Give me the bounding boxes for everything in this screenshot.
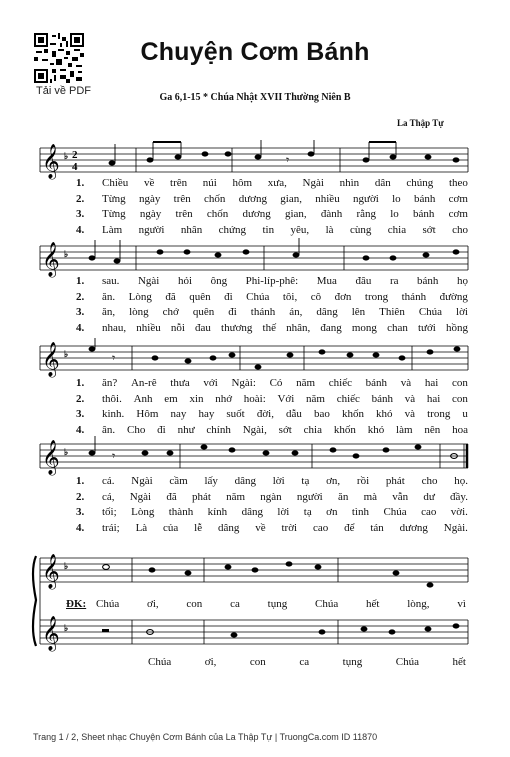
verse-line: 1. Chiều về trên núi hôm xưa, Ngài nhìn dân chúng theo: [76, 176, 468, 192]
lyric-word: dâng: [217, 521, 240, 534]
lyric-word: về: [255, 521, 266, 534]
svg-text:𝄾: 𝄾: [112, 351, 116, 365]
lyric-word: kinh.: [102, 408, 125, 420]
lyric-word: kính: [207, 506, 228, 518]
lyric-word: đau: [195, 321, 211, 334]
lyric-word: cô: [310, 290, 322, 303]
svg-text:𝄞: 𝄞: [42, 616, 60, 651]
lyric-word: ngày: [138, 192, 161, 205]
lyric-word: tin: [262, 223, 275, 236]
lyric-word: đang: [320, 321, 342, 334]
lyric-word: là: [325, 223, 334, 236]
lyric-word: Ngài: [137, 275, 160, 287]
lyric-word: hôm: [232, 177, 253, 189]
lyric-word: nhiều: [136, 321, 161, 334]
lyric-word: chia: [303, 423, 322, 436]
lyric-word: Từng: [102, 208, 126, 220]
lyric-word: nhân: [180, 223, 203, 236]
lyric-word: của: [163, 521, 179, 534]
staff-system-2: [0, 238, 510, 278]
lyric-word: án,: [289, 306, 303, 318]
lyric-word: hỏi: [177, 275, 192, 287]
lyric-word: tôi,: [282, 290, 298, 303]
lyric-word: lo: [390, 208, 399, 220]
lyric-word: chốn: [206, 208, 229, 220]
lyric-word: chan: [387, 321, 408, 334]
lyric-word: cùng: [349, 223, 372, 236]
lyric-word: trong: [427, 408, 451, 420]
lyric-word: nay: [170, 408, 187, 420]
lyric-word: đi: [157, 423, 166, 436]
lyric-word: đầy.: [450, 490, 468, 503]
lyric-word: trong: [364, 290, 389, 303]
lyric-word: Từng: [102, 192, 126, 205]
lyric-word: lời: [272, 475, 285, 487]
lyric-word: sau.: [102, 275, 120, 287]
lyric-word: con: [452, 392, 468, 405]
lyric-word: Ngài: [131, 475, 153, 487]
lyric-word: bánh: [371, 392, 394, 405]
svg-text:𝄞: 𝄞: [42, 242, 60, 277]
lyric-word: trời: [281, 521, 298, 534]
lyric-word: phát: [385, 475, 405, 487]
lyric-word: hồng: [445, 321, 468, 334]
lyric-word: và: [404, 392, 416, 405]
lyric-word: cơm: [448, 192, 468, 205]
verse-line: 4. nhau, nhiều nỗi đau thương thế nhân, đang mong chan tưới hồng: [76, 321, 468, 337]
refrain-lower-lyrics: Chúa ơi, con ca tụng Chúa hết: [148, 656, 466, 668]
lyric-word: đành: [320, 208, 343, 220]
lyric-word: ông: [210, 275, 228, 287]
lyric-word: dư: [423, 490, 435, 503]
verse-line: 2. thôi. Anh em xin nhớ hoài: Với năm chiếc bánh và hai con: [76, 392, 468, 408]
lyric-word: vời.: [450, 506, 468, 518]
lyric-word: bánh: [413, 192, 436, 205]
lyric-word: Mua: [316, 275, 337, 287]
verse-line: 2. Từng ngày trên chốn dương gian, nhiều người lo bánh cơm: [76, 192, 468, 208]
lyric-word: trái;: [102, 521, 120, 534]
lyric-word: Lòng: [128, 290, 152, 303]
svg-text:𝄞: 𝄞: [42, 342, 60, 377]
lyric-word: theo: [448, 177, 468, 189]
lyric-word: Chúa: [383, 506, 407, 518]
lyric-word: cao: [421, 506, 437, 518]
lyric-word: Anh: [133, 392, 153, 405]
lyric-word: thánh: [401, 290, 427, 303]
lyric-word: tạ: [303, 506, 312, 518]
svg-text:𝄞: 𝄞: [42, 440, 60, 475]
lyric-word: đã: [166, 490, 177, 503]
svg-text:♭: ♭: [64, 623, 69, 633]
lyric-word: nhớ: [215, 392, 233, 405]
lyric-word: tưới: [417, 321, 436, 334]
lyric-word: khó: [367, 423, 385, 436]
lyric-word: trên: [173, 192, 191, 205]
lyric-word: đời,: [256, 408, 274, 420]
lyric-word: khốn: [341, 408, 364, 420]
lyric-word: dâng: [234, 475, 257, 487]
lyric-word: dân: [374, 177, 391, 189]
lyric-word: năm: [296, 377, 316, 389]
lyric-word: gian,: [280, 192, 302, 205]
lyric-word: dương: [242, 208, 271, 220]
lyric-word: sớt: [278, 423, 292, 436]
lyric-word: đi: [224, 290, 233, 303]
lyric-word: cơm: [448, 208, 468, 220]
lyric-word: em: [164, 392, 178, 405]
verse-line: 1. sau. Ngài hỏi ông Phi-líp-phê: Mua đâu ra bánh họ: [76, 274, 468, 290]
lyric-word: rằng: [356, 208, 377, 220]
lyric-word: Chúa: [418, 306, 443, 318]
lyric-word: cao: [312, 521, 329, 534]
lyric-word: nỗi: [170, 321, 185, 334]
lyric-word: đường: [439, 290, 468, 303]
lyric-word: và: [400, 377, 412, 389]
lyric-word: Thiên: [379, 306, 405, 318]
lyric-word: ra: [389, 275, 399, 287]
verses-system-1: [76, 176, 468, 238]
verse-line: 3. tối; Lòng thành kính dâng lời tạ ơn tình Chúa cao vời.: [76, 505, 468, 521]
lyric-word: Làm: [102, 223, 123, 236]
lyric-word: ân.: [102, 423, 116, 436]
lyric-word: hay: [198, 408, 215, 420]
lyric-word: dâng: [316, 306, 338, 318]
lyric-word: Với: [277, 392, 295, 405]
svg-text:♭: ♭: [64, 561, 69, 571]
lyric-word: gian,: [284, 208, 307, 220]
svg-text:2: 2: [72, 149, 78, 161]
lyric-word: ngàn: [260, 490, 282, 503]
svg-text:4: 4: [72, 161, 78, 173]
lyric-word: ngày: [139, 208, 162, 220]
verse-line: 4. ân. Cho đi như chính Ngài, sớt chia khốn khó làm nên hoa: [76, 423, 468, 439]
lyric-word: chốn: [204, 192, 226, 205]
lyric-word: Ngài,: [242, 423, 267, 436]
lyric-word: dương: [238, 192, 267, 205]
verse-line: 1. cá. Ngài cầm lấy dâng lời tạ ơn, rồi phát cho họ.: [76, 474, 468, 490]
lyric-word: xưa,: [267, 177, 287, 189]
svg-text:♭: ♭: [64, 447, 69, 457]
lyric-word: cá,: [102, 490, 115, 503]
lyric-word: thương: [221, 321, 253, 334]
lyric-word: Lòng: [131, 506, 155, 518]
lyric-word: như: [177, 423, 195, 436]
lyric-word: Ngài:: [231, 377, 256, 389]
lyric-word: Ngài: [129, 490, 152, 503]
svg-text:𝄞: 𝄞: [42, 554, 60, 589]
lyric-word: ơn,: [326, 475, 341, 487]
verses-system-4: [76, 474, 468, 536]
lyric-word: ăn,: [102, 306, 116, 318]
lyric-word: họ.: [454, 475, 468, 487]
lyric-word: bánh: [413, 208, 435, 220]
svg-text:𝄞: 𝄞: [42, 144, 60, 179]
verse-line: 4. trái; Là của lễ dâng về trời cao để tán dương Ngài.: [76, 521, 468, 537]
lyric-word: phát: [191, 490, 211, 503]
lyric-word: Chiều: [102, 177, 129, 189]
lyric-word: cho: [452, 223, 468, 236]
lyric-word: ăn: [337, 490, 349, 503]
lyric-word: đâu: [355, 275, 372, 287]
lyric-word: chớ: [162, 306, 179, 318]
lyric-word: lấy: [204, 475, 218, 487]
lyric-word: trên: [170, 177, 188, 189]
verse-line: 2. ăn. Lòng đã quên đi Chúa tôi, cô đơn trong thánh đường: [76, 290, 468, 306]
lyric-word: Là: [135, 521, 148, 534]
refrain-label: ĐK:: [66, 598, 87, 610]
lyric-word: tối;: [102, 506, 117, 518]
lyric-word: chính: [206, 423, 231, 436]
lyric-word: cầm: [169, 475, 188, 487]
lyric-word: sớt: [422, 223, 436, 236]
lyric-word: năm: [306, 392, 325, 405]
lyric-word: vẫn: [392, 490, 409, 503]
verses-system-3: [76, 376, 468, 438]
lyric-word: nhìn: [339, 177, 360, 189]
lyric-word: rồi: [356, 475, 370, 487]
lyric-word: trên: [175, 208, 193, 220]
lyric-word: xin: [189, 392, 204, 405]
lyric-word: dương: [399, 521, 428, 534]
refrain-upper-lyrics: Chúa ơi, con ca tụng Chúa hết lòng, vì: [96, 598, 466, 610]
lyric-word: nhiều: [315, 192, 340, 205]
lyric-word: cá.: [102, 475, 115, 487]
lyric-word: mong: [351, 321, 377, 334]
lyric-word: mà: [363, 490, 378, 503]
lyric-word: dâng: [241, 506, 263, 518]
lyric-word: bánh: [417, 275, 439, 287]
page-footer: Trang 1 / 2, Sheet nhạc Chuyện Cơm Bánh của La Thập Tự | TruongCa.com ID 11870: [33, 732, 378, 742]
verse-line: 3. Từng ngày trên chốn dương gian, đành rằng lo bánh cơm: [76, 207, 468, 223]
lyric-word: Cho: [126, 423, 146, 436]
lyric-word: An-rê: [130, 377, 157, 389]
lyric-word: lòng: [129, 306, 149, 318]
lyric-word: u: [462, 408, 468, 420]
lyric-word: nên: [424, 423, 441, 436]
lyric-word: đã: [165, 290, 176, 303]
lyric-word: Phi-líp-phê:: [245, 275, 299, 287]
svg-text:♭: ♭: [64, 249, 69, 259]
verse-line: 3. ăn, lòng chớ quên đi thánh án, dâng lên Thiên Chúa lời: [76, 305, 468, 321]
lyric-word: chia: [387, 223, 407, 236]
composer-name: La Thập Tự: [397, 118, 444, 128]
lyric-word: người: [296, 490, 323, 503]
svg-text:♭: ♭: [64, 349, 69, 359]
lyric-word: chiếc: [328, 377, 352, 389]
staff-system-1: [0, 140, 510, 180]
lyric-word: thế: [262, 321, 276, 334]
verse-line: 4. Làm người nhân chứng tin yêu, là cùng chia sớt cho: [76, 223, 468, 239]
lyric-word: con: [451, 377, 468, 389]
lyric-word: tình: [351, 506, 370, 518]
lyric-word: đơn: [334, 290, 352, 303]
lyric-word: bánh: [365, 377, 388, 389]
lyric-word: thưa: [170, 377, 190, 389]
lyric-word: người: [352, 192, 379, 205]
lyric-word: với: [203, 377, 218, 389]
svg-text:𝄾: 𝄾: [112, 449, 116, 463]
staff-system-4: [0, 436, 510, 476]
lyric-word: quên: [192, 306, 215, 318]
lyric-word: quên: [189, 290, 211, 303]
lyric-word: để: [344, 521, 355, 534]
lyric-word: ăn?: [102, 377, 118, 389]
lyric-word: và: [404, 408, 416, 420]
lyric-word: chúng: [406, 177, 434, 189]
verse-line: 1. ăn? An-rê thưa với Ngài: Có năm chiếc bánh và hai con: [76, 376, 468, 392]
lyric-word: lên: [351, 306, 366, 318]
lyric-word: yêu,: [290, 223, 310, 236]
lyric-word: Ngài: [302, 177, 324, 189]
lyric-word: hai: [424, 377, 439, 389]
lyric-word: nhân,: [286, 321, 311, 334]
lyric-word: Có: [269, 377, 283, 389]
verse-line: 2. cá, Ngài đã phát năm ngàn người ăn mà vẫn dư đầy.: [76, 490, 468, 506]
lyric-word: thôi.: [102, 392, 122, 405]
lyric-word: dẫu: [286, 408, 302, 420]
lyric-word: nhau,: [102, 321, 127, 334]
verses-system-2: [76, 274, 468, 336]
lyric-word: làm: [396, 423, 413, 436]
lyric-word: bao: [314, 408, 330, 420]
lyric-word: lễ: [194, 521, 203, 534]
lyric-word: hoa: [452, 423, 468, 436]
lyric-word: người: [138, 223, 165, 236]
lyric-word: về: [143, 177, 155, 189]
svg-text:♭: ♭: [64, 151, 69, 161]
lyric-word: lời: [456, 306, 468, 318]
lyric-word: cho: [421, 475, 438, 487]
lyric-word: Ngài.: [443, 521, 468, 534]
lyric-word: tán: [370, 521, 384, 534]
lyric-word: khó: [376, 408, 393, 420]
lyric-word: Hôm: [136, 408, 159, 420]
lyric-word: Chúa: [246, 290, 270, 303]
lyric-word: khốn: [333, 423, 356, 436]
lyric-word: ơn: [326, 506, 338, 518]
song-title: Chuyện Cơm Bánh: [140, 38, 370, 66]
lyric-word: hai: [426, 392, 441, 405]
lyric-word: đi: [228, 306, 237, 318]
lyric-word: chiếc: [336, 392, 360, 405]
download-pdf-link[interactable]: Tải về PDF: [36, 85, 92, 97]
lyric-word: thánh: [250, 306, 276, 318]
svg-text:𝄾: 𝄾: [286, 153, 290, 167]
lyric-word: tạ: [301, 475, 310, 487]
staff-system-3: [0, 338, 510, 378]
lyric-word: hoài:: [243, 392, 266, 405]
lyric-word: suốt: [226, 408, 245, 420]
song-subtitle: Ga 6,1-15 * Chúa Nhật XVII Thường Niên B: [159, 92, 351, 103]
verse-line: 3. kinh. Hôm nay hay suốt đời, dẫu bao khốn khó và trong u: [76, 407, 468, 423]
lyric-word: lời: [277, 506, 290, 518]
lyric-word: lo: [392, 192, 401, 205]
lyric-word: họ: [457, 275, 468, 287]
lyric-word: ăn.: [102, 290, 116, 303]
lyric-word: núi: [202, 177, 217, 189]
lyric-word: thành: [168, 506, 194, 518]
lyric-word: chứng: [218, 223, 247, 236]
lyric-word: năm: [226, 490, 246, 503]
